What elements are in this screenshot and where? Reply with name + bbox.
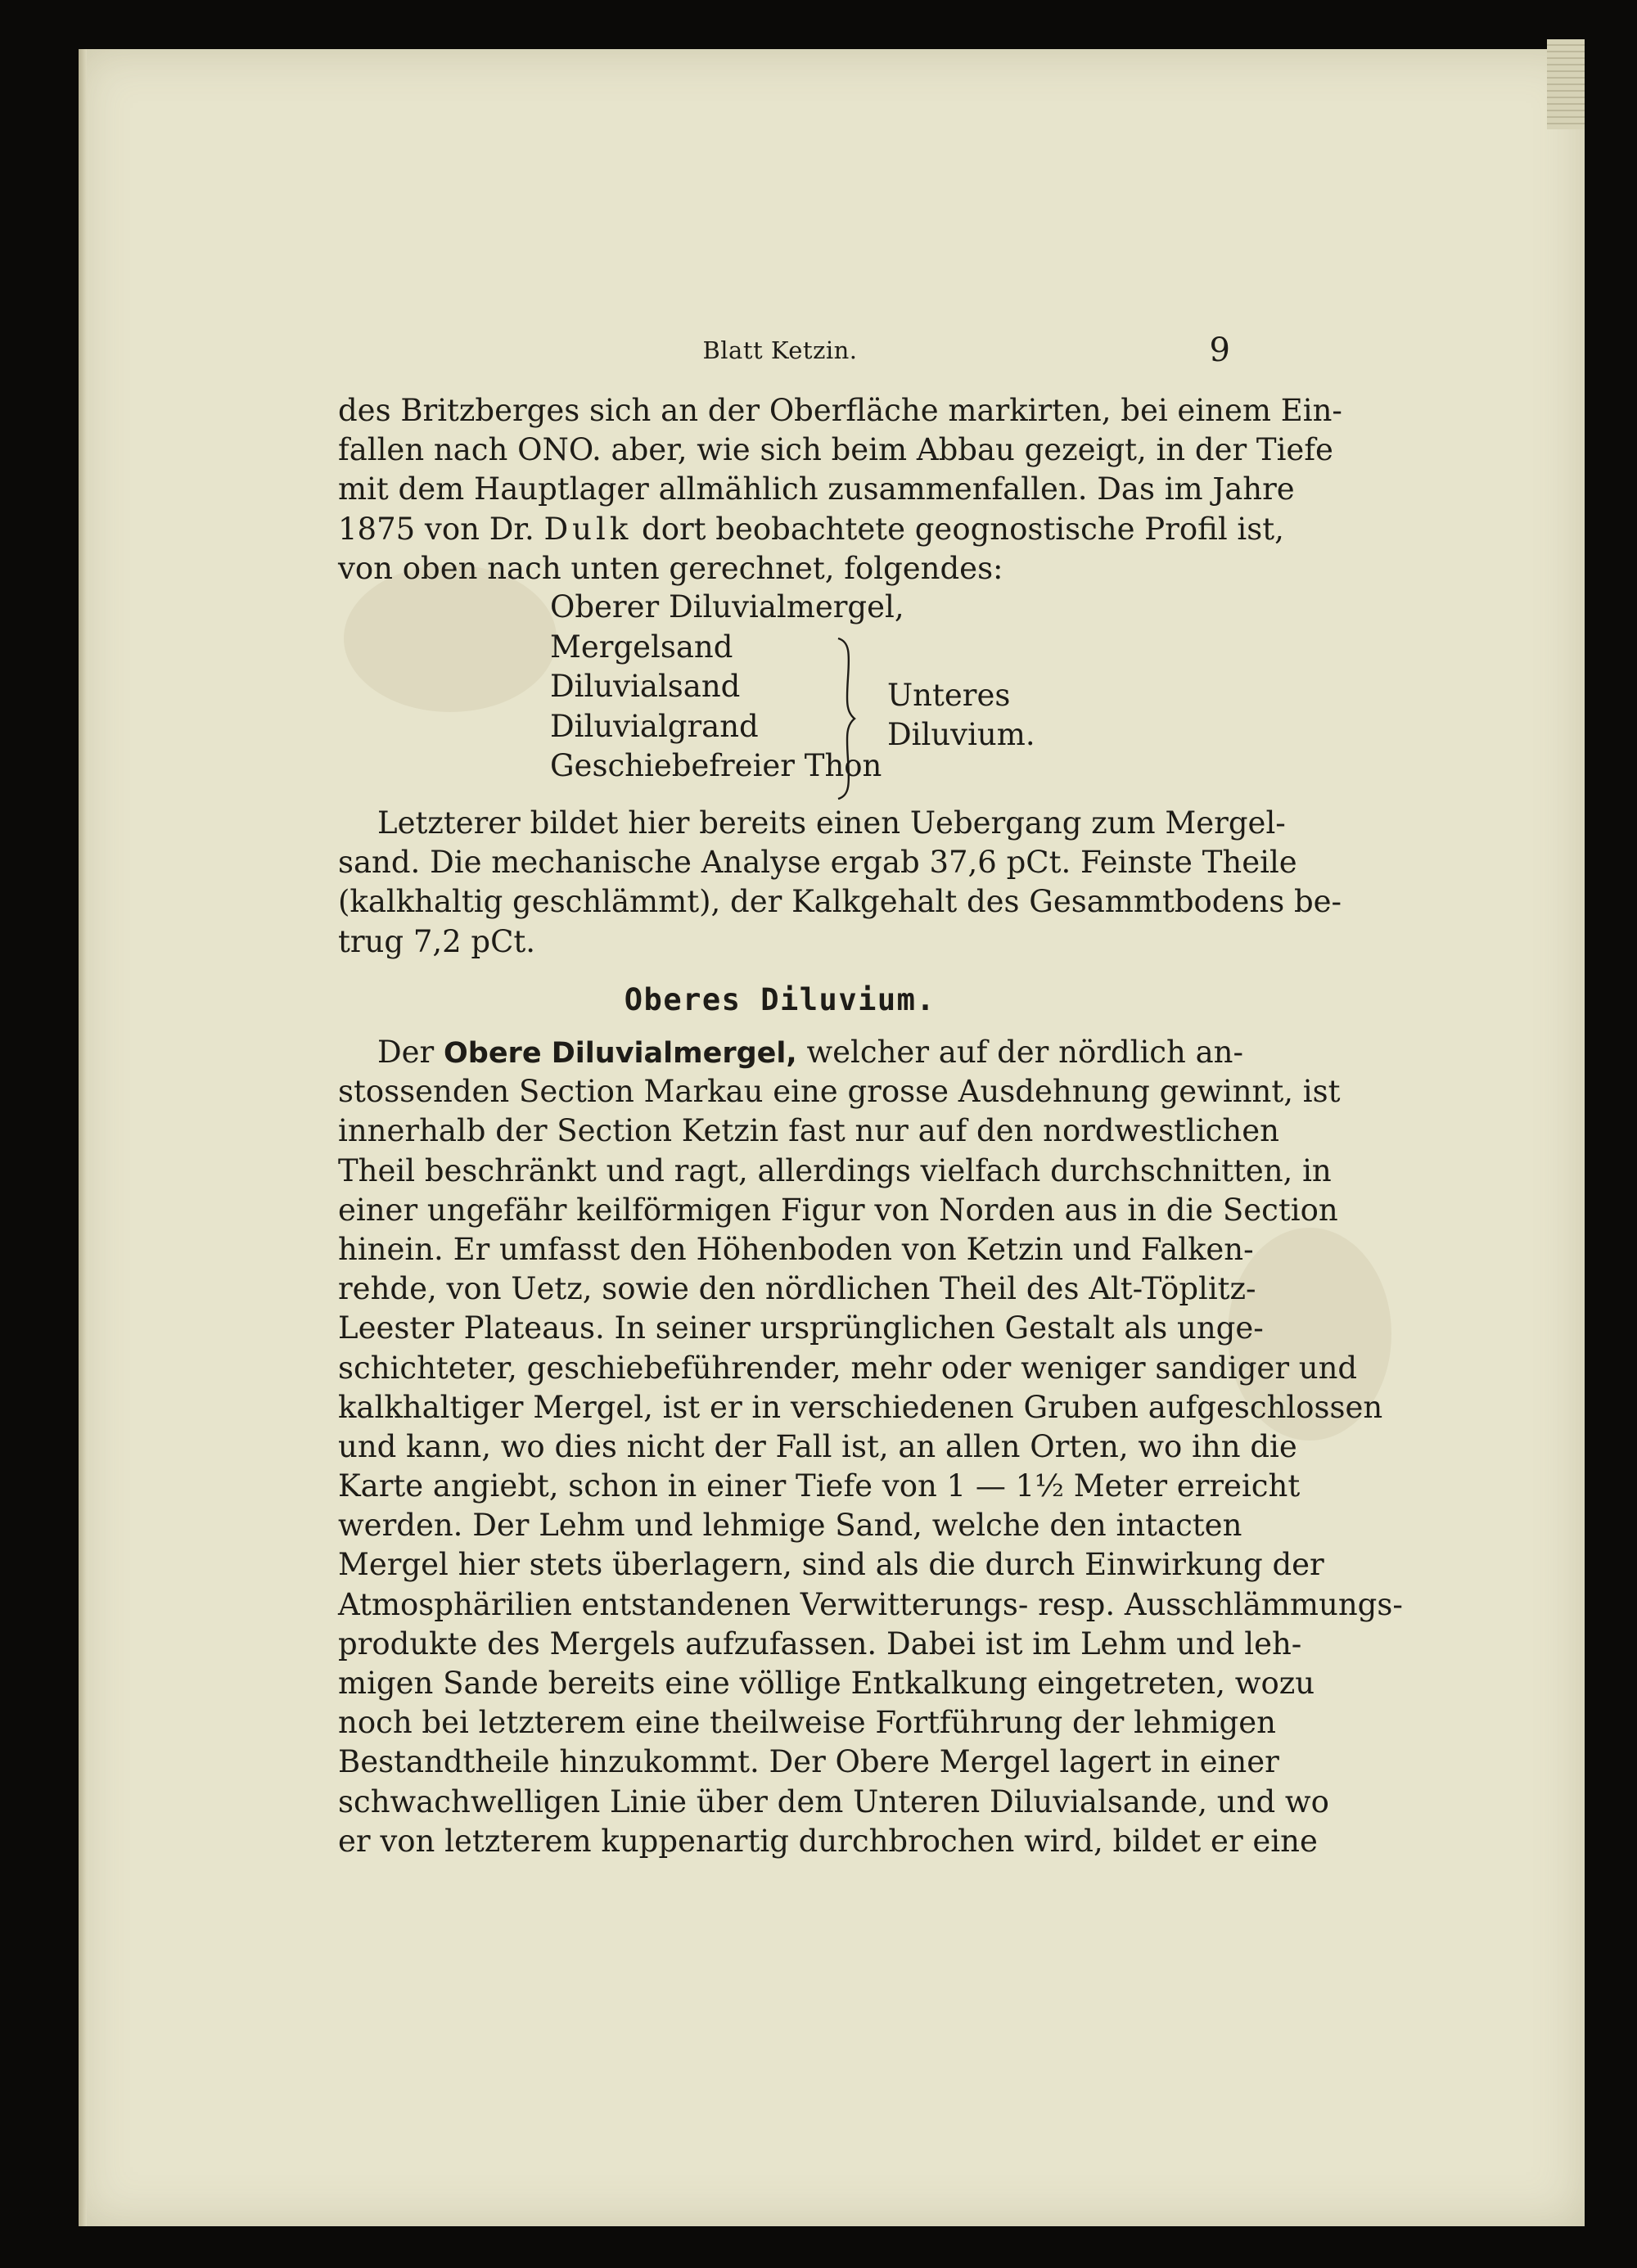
profile-layer: Diluvialsand: [550, 669, 741, 704]
text-line: mit dem Hauptlager allmählich zusammenfallen. Das im Jahre: [338, 471, 1295, 507]
text-line: Letzterer bildet hier bereits einen Uebergang zum Mergel-: [377, 805, 1286, 841]
text-line: des Britzberges sich an der Oberfläche markirten, bei einem Ein-: [338, 393, 1342, 428]
page-stack-edge: [1547, 39, 1585, 129]
text-line: [338, 510, 1284, 549]
profile-layer: Mergelsand: [550, 629, 733, 665]
text-line: schwachwelligen Linie über dem Unteren Diluvialsande, und wo: [338, 1783, 1329, 1819]
text-line: Leester Plateaus. In seiner ursprünglichen Gestalt als unge-: [338, 1310, 1264, 1346]
geologic-profile: [550, 588, 1074, 787]
section-heading: Oberes Diluvium.: [624, 982, 936, 1017]
text-line: kalkhaltiger Mergel, ist er in verschiedenen Gruben aufgeschlossen: [338, 1389, 1383, 1425]
paragraph-3: [338, 1033, 1403, 1861]
text-line: [338, 1033, 1243, 1072]
text-line: sand. Die mechanische Analyse ergab 37,6 pCt. Feinste Theile: [338, 845, 1297, 881]
profile-layer: Geschiebefreier Thon: [550, 748, 882, 783]
text-line: Theil beschränkt und ragt, allerdings vielfach durchschnitten, in: [338, 1152, 1332, 1188]
author-name: Dulk: [543, 511, 633, 547]
text-line: trug 7,2 pCt.: [338, 923, 536, 959]
page-number: 9: [1209, 331, 1230, 369]
text-line: migen Sande bereits eine völlige Entkalkung eingetreten, wozu: [338, 1666, 1315, 1701]
key-term: Obere Diluvialmergel,: [444, 1037, 797, 1070]
text-line: Bestandtheile hinzukommt. Der Obere Mergel lagert in einer: [338, 1744, 1279, 1780]
curly-brace-icon: [835, 637, 858, 800]
profile-layer: Diluvialgrand: [550, 708, 759, 744]
profile-group-label: [887, 676, 1035, 755]
running-header: [338, 331, 1230, 381]
text-line: rehde, von Uetz, sowie den nördlichen Theil des Alt-Töplitz-: [338, 1271, 1256, 1307]
text-line: er von letzterem kuppenartig durchbrochen wird, bildet er eine: [338, 1823, 1318, 1859]
paragraph-2: [338, 804, 1342, 962]
text-line: innerhalb der Section Ketzin fast nur auf den nordwestlichen: [338, 1113, 1279, 1149]
paragraph-1: [338, 391, 1342, 588]
text-line: und kann, wo dies nicht der Fall ist, an allen Orten, wo ihn die: [338, 1428, 1297, 1464]
text-segment: welcher auf der nördlich an-: [796, 1035, 1243, 1070]
text-line: fallen nach ONO. aber, wie sich beim Abbau gezeigt, in der Tiefe: [338, 432, 1333, 468]
text-line: Karte angiebt, schon in einer Tiefe von 1 — 1½ Meter erreicht: [338, 1468, 1301, 1504]
group-label-line: Unteres: [887, 678, 1011, 713]
text-line: produkte des Mergels aufzufassen. Dabei ist im Lehm und leh-: [338, 1625, 1302, 1662]
text-line: werden. Der Lehm und lehmige Sand, welche den intacten: [338, 1508, 1242, 1544]
text-line: Atmosphärilien entstandenen Verwitterungs- resp. Ausschlämmungs-: [338, 1586, 1403, 1622]
text-line: hinein. Er umfasst den Höhenboden von Ketzin und Falken-: [338, 1231, 1254, 1267]
text-line: von oben nach unten gerechnet, folgendes:: [338, 550, 1003, 586]
text-line: (kalkhaltig geschlämmt), der Kalkgehalt des Gesammtbodens be-: [338, 884, 1342, 920]
text-segment: dort beobachtete geognostische Profil ist,: [632, 511, 1284, 547]
text-line: Mergel hier stets überlagern, sind als die durch Einwirkung der: [338, 1547, 1324, 1583]
running-head: Blatt Ketzin.: [702, 336, 858, 364]
group-label-line: Diluvium.: [887, 717, 1035, 752]
text-line: noch bei letzterem eine theilweise Fortführung der lehmigen: [338, 1705, 1276, 1741]
text-segment: Der: [377, 1035, 444, 1070]
text-segment: 1875 von Dr.: [338, 511, 544, 547]
text-line: schichteter, geschiebeführender, mehr oder weniger sandiger und: [338, 1350, 1358, 1386]
profile-layer: Oberer Diluvialmergel,: [550, 589, 904, 624]
text-line: stossenden Section Markau eine grosse Ausdehnung gewinnt, ist: [338, 1074, 1341, 1110]
text-line: einer ungefähr keilförmigen Figur von Norden aus in die Section: [338, 1192, 1338, 1228]
page-gutter: [79, 49, 87, 2226]
